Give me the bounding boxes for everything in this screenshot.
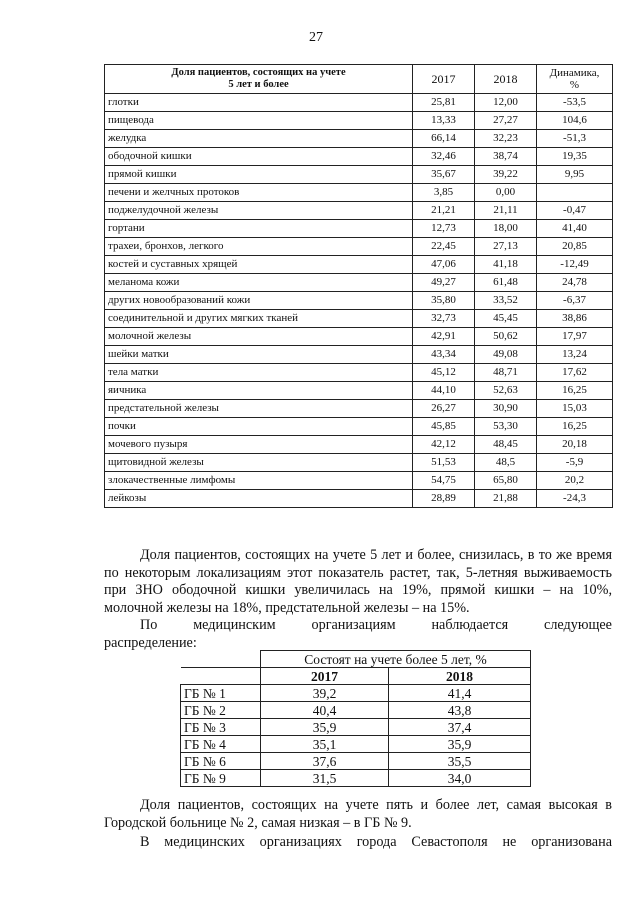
row-2017-cell: 51,53	[413, 454, 475, 472]
row-dynamics-cell: -24,3	[537, 490, 613, 508]
row-name-cell: меланома кожи	[105, 274, 413, 292]
row-dynamics-cell: 19,35	[537, 148, 613, 166]
table-row	[105, 328, 613, 346]
row-2018-cell: 65,80	[475, 472, 537, 490]
hospital-row	[181, 753, 531, 770]
row-dynamics-cell: -0,47	[537, 202, 613, 220]
organization-text: В медицинских организациях города Севастополя не организована	[140, 834, 612, 850]
hospital-name-cell: ГБ № 9	[181, 770, 261, 787]
row-name-cell: гортани	[105, 220, 413, 238]
hospital-header-empty-2	[181, 668, 261, 685]
row-2018-cell: 50,62	[475, 328, 537, 346]
row-name-cell: трахеи, бронхов, легкого	[105, 238, 413, 256]
table-row	[105, 418, 613, 436]
hospital-row	[181, 736, 531, 753]
row-dynamics-cell: -5,9	[537, 454, 613, 472]
row-2018-cell: 48,71	[475, 364, 537, 382]
row-2018-cell: 33,52	[475, 292, 537, 310]
hospital-2017-cell: 39,2	[261, 685, 389, 702]
table-row	[105, 346, 613, 364]
row-2017-cell: 49,27	[413, 274, 475, 292]
row-dynamics-cell: 104,6	[537, 112, 613, 130]
row-2018-cell: 49,08	[475, 346, 537, 364]
row-dynamics-cell: 20,18	[537, 436, 613, 454]
hospital-2018-cell: 34,0	[389, 770, 531, 787]
row-2018-cell: 52,63	[475, 382, 537, 400]
row-dynamics-cell: 17,62	[537, 364, 613, 382]
row-2017-cell: 47,06	[413, 256, 475, 274]
row-2018-cell: 21,11	[475, 202, 537, 220]
row-name-cell: пищевода	[105, 112, 413, 130]
distribution-line1	[104, 617, 612, 635]
table-row	[105, 382, 613, 400]
row-2018-cell: 27,27	[475, 112, 537, 130]
row-name-cell: глотки	[105, 94, 413, 112]
table-row	[105, 400, 613, 418]
row-2018-cell: 0,00	[475, 184, 537, 202]
paragraph-distribution	[104, 617, 612, 652]
row-dynamics-cell: 20,2	[537, 472, 613, 490]
row-2018-cell: 32,23	[475, 130, 537, 148]
hospital-header-2018: 2018	[389, 668, 531, 685]
row-name-cell: печени и желчных протоков	[105, 184, 413, 202]
row-dynamics-cell: 20,85	[537, 238, 613, 256]
header-dynamics-line2: %	[569, 79, 580, 91]
row-name-cell: предстательной железы	[105, 400, 413, 418]
row-2018-cell: 38,74	[475, 148, 537, 166]
row-2018-cell: 21,88	[475, 490, 537, 508]
hospital-name-cell: ГБ № 6	[181, 753, 261, 770]
row-name-cell: молочной железы	[105, 328, 413, 346]
table-row	[105, 202, 613, 220]
row-2018-cell: 45,45	[475, 310, 537, 328]
hospital-2017-cell: 37,6	[261, 753, 389, 770]
row-2018-cell: 27,13	[475, 238, 537, 256]
localization-table	[104, 64, 613, 508]
row-dynamics-cell: 13,24	[537, 346, 613, 364]
table-row	[105, 274, 613, 292]
table-row	[105, 94, 613, 112]
header-2018: 2018	[475, 65, 537, 94]
table-row	[105, 184, 613, 202]
row-2017-cell: 42,91	[413, 328, 475, 346]
hospital-row	[181, 702, 531, 719]
hospital-2018-cell: 43,8	[389, 702, 531, 719]
row-2018-cell: 12,00	[475, 94, 537, 112]
row-2017-cell: 28,89	[413, 490, 475, 508]
hospital-name-cell: ГБ № 4	[181, 736, 261, 753]
paragraph-organization	[104, 834, 612, 852]
word-4: наблюдается	[431, 617, 509, 633]
hospital-2017-cell: 35,1	[261, 736, 389, 753]
hospital-2018-cell: 41,4	[389, 685, 531, 702]
hospital-2017-cell: 31,5	[261, 770, 389, 787]
row-2017-cell: 45,12	[413, 364, 475, 382]
row-dynamics-cell: -6,37	[537, 292, 613, 310]
page-number: 27	[309, 30, 323, 45]
hospital-header-row-1	[181, 651, 531, 668]
table-row	[105, 256, 613, 274]
header-dynamics	[537, 65, 613, 94]
row-dynamics-cell: 41,40	[537, 220, 613, 238]
row-name-cell: костей и суставных хрящей	[105, 256, 413, 274]
hospital-name-cell: ГБ № 2	[181, 702, 261, 719]
row-name-cell: шейки матки	[105, 346, 413, 364]
row-2018-cell: 53,30	[475, 418, 537, 436]
row-dynamics-cell: 9,95	[537, 166, 613, 184]
row-2017-cell: 13,33	[413, 112, 475, 130]
row-2017-cell: 12,73	[413, 220, 475, 238]
word-2: медицинским	[193, 617, 276, 633]
table-row	[105, 310, 613, 328]
row-2018-cell: 18,00	[475, 220, 537, 238]
hospital-2018-cell: 37,4	[389, 719, 531, 736]
hospital-2018-cell: 35,9	[389, 736, 531, 753]
hospital-row	[181, 770, 531, 787]
table-row	[105, 364, 613, 382]
row-name-cell: ободочной кишки	[105, 148, 413, 166]
row-name-cell: поджелудочной железы	[105, 202, 413, 220]
row-2017-cell: 32,73	[413, 310, 475, 328]
table-row	[105, 238, 613, 256]
table-row	[105, 166, 613, 184]
word-3: организациям	[311, 617, 396, 633]
header-name-cell	[105, 65, 413, 94]
row-dynamics-cell: -12,49	[537, 256, 613, 274]
row-2017-cell: 45,85	[413, 418, 475, 436]
row-2018-cell: 61,48	[475, 274, 537, 292]
row-name-cell: лейкозы	[105, 490, 413, 508]
row-dynamics-cell: 16,25	[537, 382, 613, 400]
table-row	[105, 436, 613, 454]
row-2018-cell: 30,90	[475, 400, 537, 418]
word-1: По	[140, 617, 158, 633]
row-2018-cell: 41,18	[475, 256, 537, 274]
row-2017-cell: 66,14	[413, 130, 475, 148]
row-2017-cell: 35,80	[413, 292, 475, 310]
table-header-row	[105, 65, 613, 94]
header-2017: 2017	[413, 65, 475, 94]
row-dynamics-cell: 24,78	[537, 274, 613, 292]
row-name-cell: щитовидной железы	[105, 454, 413, 472]
row-dynamics-cell: 17,97	[537, 328, 613, 346]
row-dynamics-cell: 16,25	[537, 418, 613, 436]
hospital-header-span: Состоят на учете более 5 лет, %	[261, 651, 531, 668]
row-name-cell: почки	[105, 418, 413, 436]
header-name-line1: Доля пациентов, состоящих на учете	[171, 67, 346, 78]
row-name-cell: соединительной и других мягких тканей	[105, 310, 413, 328]
row-name-cell: яичника	[105, 382, 413, 400]
row-2018-cell: 48,45	[475, 436, 537, 454]
hospital-2018-cell: 35,5	[389, 753, 531, 770]
paragraph-highest-lowest: Доля пациентов, состоящих на учете пять и более лет, самая высокая в Городской больнице № 2, самая низкая – в ГБ № 9.	[104, 797, 612, 831]
hospital-row	[181, 719, 531, 736]
hospital-row	[181, 685, 531, 702]
row-2018-cell: 48,5	[475, 454, 537, 472]
header-name-line2: 5 лет и более	[228, 79, 289, 90]
organization-line	[104, 834, 612, 852]
row-2017-cell: 3,85	[413, 184, 475, 202]
row-2017-cell: 44,10	[413, 382, 475, 400]
row-2018-cell: 39,22	[475, 166, 537, 184]
row-name-cell: тела матки	[105, 364, 413, 382]
row-name-cell: желудка	[105, 130, 413, 148]
row-2017-cell: 54,75	[413, 472, 475, 490]
row-dynamics-cell: 15,03	[537, 400, 613, 418]
table-row	[105, 220, 613, 238]
hospital-table	[180, 650, 531, 787]
hospital-2017-cell: 35,9	[261, 719, 389, 736]
row-name-cell: других новообразований кожи	[105, 292, 413, 310]
hospital-name-cell: ГБ № 1	[181, 685, 261, 702]
distribution-line2: распределение:	[104, 634, 197, 651]
paragraph-survival: Доля пациентов, состоящих на учете 5 лет и более, снизилась, в то же время по некоторым локализациям этот показатель растет, так, 5-летняя выживаемость при ЗНО ободочной кишки увеличилась на 19%, прямой кишки – на 10%, молочной железы на 18%, предстательной железы – на 15%.	[104, 547, 612, 616]
row-2017-cell: 42,12	[413, 436, 475, 454]
row-2017-cell: 22,45	[413, 238, 475, 256]
header-dynamics-line1: Динамика,	[549, 67, 600, 79]
table-row	[105, 130, 613, 148]
row-dynamics-cell: -53,5	[537, 94, 613, 112]
hospital-2017-cell: 40,4	[261, 702, 389, 719]
table-row	[105, 490, 613, 508]
row-2017-cell: 35,67	[413, 166, 475, 184]
row-dynamics-cell	[537, 184, 613, 202]
row-2017-cell: 25,81	[413, 94, 475, 112]
table-row	[105, 454, 613, 472]
hospital-name-cell: ГБ № 3	[181, 719, 261, 736]
hospital-header-2017: 2017	[261, 668, 389, 685]
row-2017-cell: 32,46	[413, 148, 475, 166]
table-row	[105, 112, 613, 130]
row-name-cell: мочевого пузыря	[105, 436, 413, 454]
row-dynamics-cell: 38,86	[537, 310, 613, 328]
table-row	[105, 292, 613, 310]
row-2017-cell: 43,34	[413, 346, 475, 364]
hospital-header-row-2	[181, 668, 531, 685]
row-2017-cell: 21,21	[413, 202, 475, 220]
row-2017-cell: 26,27	[413, 400, 475, 418]
word-5: следующее	[544, 617, 612, 633]
table-row	[105, 148, 613, 166]
hospital-header-empty	[181, 651, 261, 668]
row-name-cell: злокачественные лимфомы	[105, 472, 413, 490]
row-dynamics-cell: -51,3	[537, 130, 613, 148]
row-name-cell: прямой кишки	[105, 166, 413, 184]
table-row	[105, 472, 613, 490]
